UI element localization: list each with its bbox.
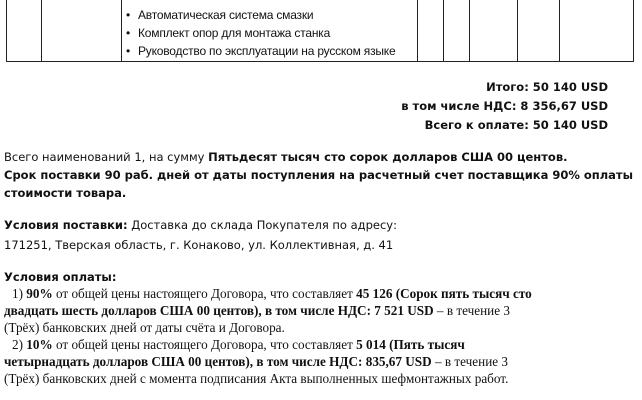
vat-line: в том числе НДС: 8 356,67 USD xyxy=(401,99,608,113)
table-column-divider xyxy=(559,0,560,61)
summary-line-2: Срок поставки 90 раб. дней от даты поступления на расчетный счет поставщика 90% оплаты xyxy=(4,168,633,182)
payment-item-2-line-2: четырнадцать долларов США 00 центов), в том числе НДС: 835,67 USD – в течение 3 xyxy=(4,354,509,369)
payment-item-1-line-1: 1) 90% от общей цены настоящего Договора, что составляет 45 126 (Сорок пять тысяч сто xyxy=(12,286,532,301)
delivery-terms: Условия поставки: Доставка до склада Покупателя по адресу: xyxy=(4,218,397,232)
payment-item-2-line-3: (Трёх) банковских дней с момента подписания Акта выполненных шефмонтажных работ. xyxy=(4,371,509,386)
total-line: Итого: 50 140 USD xyxy=(486,80,608,94)
table-column-divider xyxy=(517,0,518,61)
list-item: • Комплект опор для монтажа станка xyxy=(126,26,331,40)
bullet-icon: • xyxy=(126,44,131,58)
bullet-icon: • xyxy=(126,8,131,22)
to-pay-line: Всего к оплате: 50 140 USD xyxy=(424,118,608,132)
table-column-divider xyxy=(121,0,122,61)
totals-block xyxy=(401,78,608,135)
payment-item-1-line-3: (Трёх) банковских дней от даты счёта и Договора. xyxy=(4,320,285,335)
spec-item-list xyxy=(126,6,395,60)
table-column-divider xyxy=(417,0,418,61)
summary-line-1: Всего наименований 1, на сумму Пятьдесят тысяч сто сорок долларов США 00 центов. xyxy=(4,150,568,164)
delivery-address: 171251, Тверская область, г. Конаково, ул. Коллективная, д. 41 xyxy=(4,238,394,252)
bullet-icon: • xyxy=(126,26,131,40)
payment-item-2-line-1: 2) 10% от общей цены настоящего Договора, что составляет 5 014 (Пять тысяч xyxy=(12,337,465,352)
summary-line-3: стоимости товара. xyxy=(4,186,127,200)
table-column-divider xyxy=(443,0,444,61)
payment-item-1-line-2: двадцать шесть долларов США 00 центов), в том числе НДС: 7 521 USD – в течение 3 xyxy=(4,303,510,318)
list-item: • Руководство по эксплуатации на русском языке xyxy=(126,44,396,58)
table-column-divider xyxy=(41,0,42,61)
table-column-divider xyxy=(469,0,470,61)
payment-terms-heading: Условия оплаты: xyxy=(4,270,117,284)
delivery-label: Условия поставки: xyxy=(4,218,128,232)
list-item: • Автоматическая система смазки xyxy=(126,8,314,22)
